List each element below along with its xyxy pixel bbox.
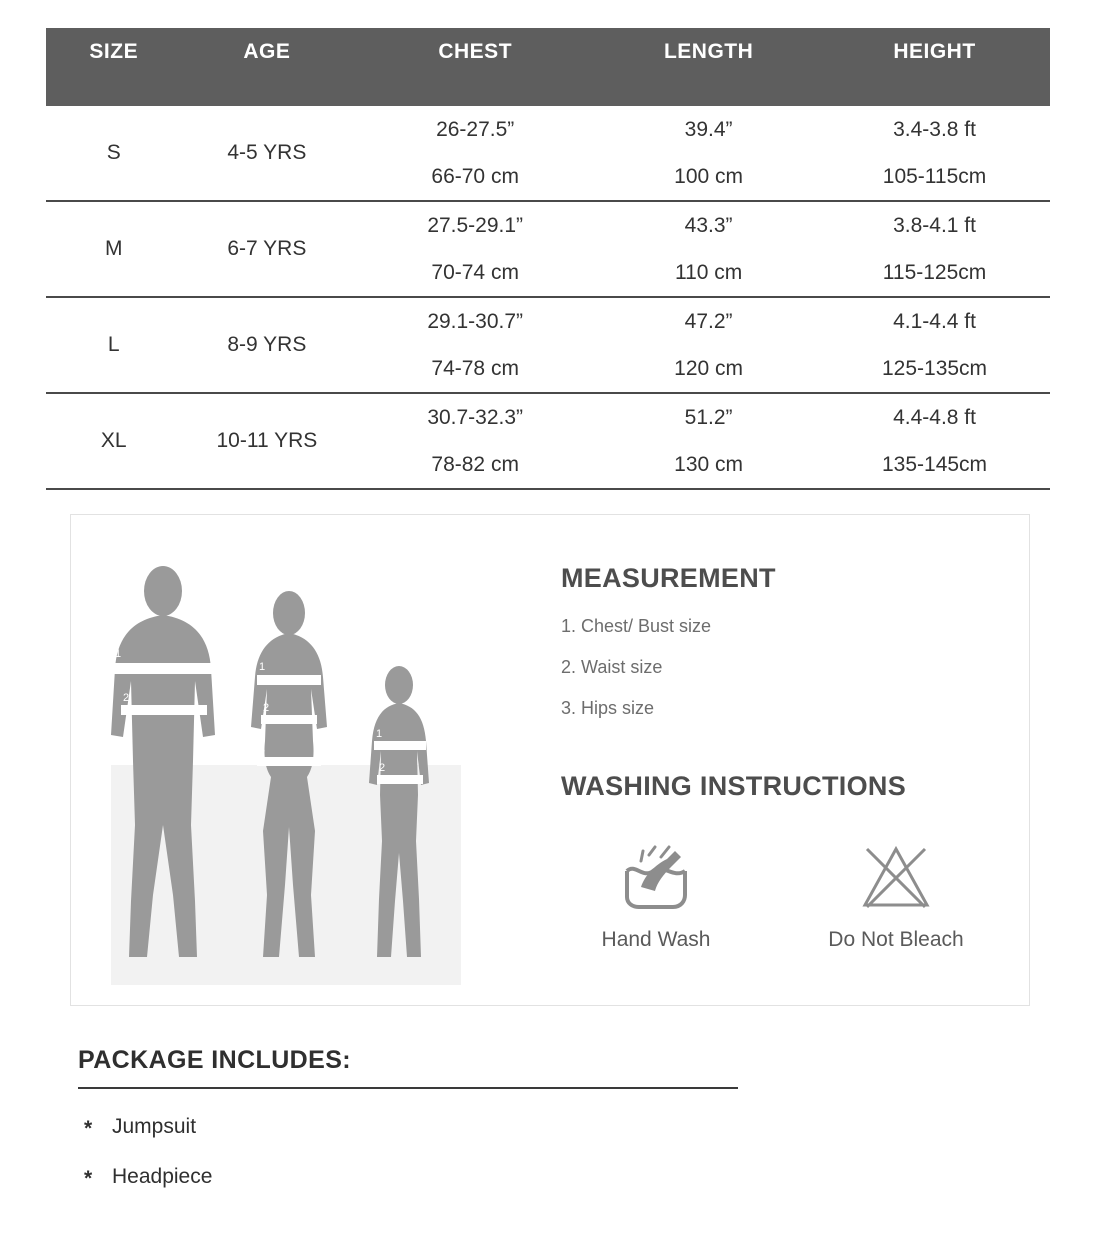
cell-age: 8-9 YRS xyxy=(227,333,307,356)
cell-length-cm: 120 cm xyxy=(674,357,744,380)
cell-chest xyxy=(352,393,598,489)
child-chest-tape xyxy=(374,741,426,750)
list-item xyxy=(78,1165,778,1189)
cell-height-cm: 125-135cm xyxy=(881,357,988,380)
cell-age: 6-7 YRS xyxy=(227,237,307,260)
package-includes-title: PACKAGE INCLUDES: xyxy=(78,1046,738,1089)
cell-chest-inches: 27.5-29.1” xyxy=(427,214,524,237)
male-marker-1: 1 xyxy=(115,648,122,660)
package-item-label: Jumpsuit xyxy=(112,1115,197,1138)
cell-height xyxy=(819,393,1050,489)
figures-svg xyxy=(91,565,481,985)
female-chest-tape xyxy=(257,675,321,685)
cell-height-cm: 105-115cm xyxy=(882,165,987,188)
cell-height-feet: 4.4-4.8 ft xyxy=(893,406,976,429)
cell-chest xyxy=(352,201,598,297)
table-row xyxy=(46,297,1050,393)
package-includes-section xyxy=(78,1046,778,1215)
measurement-list xyxy=(561,616,1011,719)
child-marker-2: 2 xyxy=(379,762,386,774)
cell-chest-inches: 30.7-32.3” xyxy=(427,406,524,429)
cell-chest-inches: 29.1-30.7” xyxy=(427,310,524,333)
table-row xyxy=(46,201,1050,297)
washing-instruction-do-not-bleach xyxy=(811,834,981,952)
cell-height-cm: 135-145cm xyxy=(881,453,988,476)
male-marker-2: 2 xyxy=(123,692,130,704)
female-marker-1: 1 xyxy=(259,661,266,673)
washing-instructions-title: WASHING INSTRUCTIONS xyxy=(561,771,907,801)
washing-instruction-hand-wash xyxy=(571,834,741,952)
cell-length xyxy=(598,393,819,489)
package-item-label: Headpiece xyxy=(112,1165,213,1188)
cell-length-cm: 100 cm xyxy=(674,165,744,188)
cell-chest-cm: 66-70 cm xyxy=(431,165,519,188)
cell-chest xyxy=(352,106,598,201)
table-header xyxy=(46,28,1050,106)
column-header-chest: CHEST xyxy=(352,28,598,106)
table-header-row xyxy=(46,28,1050,106)
cell-height xyxy=(819,297,1050,393)
cell-chest xyxy=(352,297,598,393)
size-chart-table xyxy=(46,28,1050,490)
measurement-panel xyxy=(70,514,1030,1006)
list-item: 1. Chest/ Bust size xyxy=(561,616,712,636)
male-chest-tape xyxy=(113,663,213,674)
cell-age: 10-11 YRS xyxy=(216,429,318,452)
cell-size: S xyxy=(106,141,121,164)
table-body xyxy=(46,106,1050,489)
cell-height-feet: 3.4-3.8 ft xyxy=(893,118,976,141)
table-row xyxy=(46,106,1050,201)
cell-height-cm: 115-125cm xyxy=(882,261,987,284)
size-chart-table-container xyxy=(46,28,1050,490)
cell-length-cm: 110 cm xyxy=(674,261,743,284)
female-marker-3: 3 xyxy=(259,744,266,756)
cell-length xyxy=(598,201,819,297)
column-header-age: AGE xyxy=(182,28,353,106)
cell-length-cm: 130 cm xyxy=(674,453,744,476)
cell-height-feet: 3.8-4.1 ft xyxy=(893,214,976,237)
cell-size: L xyxy=(107,333,120,356)
column-header-length: LENGTH xyxy=(598,28,819,106)
bullet-star-icon: * xyxy=(84,1167,93,1190)
cell-chest-cm: 74-78 cm xyxy=(431,357,519,380)
table-row xyxy=(46,393,1050,489)
female-waist-tape xyxy=(261,715,317,724)
list-item: 2. Waist size xyxy=(561,657,663,677)
cell-length xyxy=(598,106,819,201)
cell-chest-cm: 78-82 cm xyxy=(431,453,519,476)
cell-size: M xyxy=(105,237,123,260)
male-waist-tape xyxy=(121,705,207,715)
female-marker-2: 2 xyxy=(263,702,270,714)
female-hips-tape xyxy=(257,757,321,766)
column-header-height: HEIGHT xyxy=(819,28,1050,106)
do-not-bleach-label: Do Not Bleach xyxy=(828,928,964,951)
list-item xyxy=(78,1115,778,1139)
child-waist-tape xyxy=(377,775,423,784)
cell-chest-cm: 70-74 cm xyxy=(431,261,519,284)
list-item: 3. Hips size xyxy=(561,698,655,718)
measurement-title: MEASUREMENT xyxy=(561,563,776,593)
body-figures-illustration xyxy=(91,565,481,985)
package-items-list xyxy=(78,1115,778,1189)
do-not-bleach-icon xyxy=(811,834,981,920)
cell-chest-inches: 26-27.5” xyxy=(436,118,515,141)
cell-height xyxy=(819,106,1050,201)
cell-height-feet: 4.1-4.4 ft xyxy=(893,310,976,333)
cell-size: XL xyxy=(100,429,127,452)
cell-height xyxy=(819,201,1050,297)
cell-length xyxy=(598,297,819,393)
column-header-size: SIZE xyxy=(46,28,182,106)
hand-wash-icon xyxy=(571,834,741,920)
hand-wash-label: Hand Wash xyxy=(601,928,711,951)
cell-length-inches: 47.2” xyxy=(684,310,733,333)
cell-length-inches: 43.3” xyxy=(684,214,733,237)
panel-right-column xyxy=(561,563,1011,952)
bullet-star-icon: * xyxy=(84,1117,93,1140)
washing-icons-row xyxy=(561,834,1011,952)
cell-age: 4-5 YRS xyxy=(227,141,307,164)
cell-length-inches: 51.2” xyxy=(684,406,733,429)
cell-length-inches: 39.4” xyxy=(684,118,733,141)
child-marker-1: 1 xyxy=(376,728,383,740)
